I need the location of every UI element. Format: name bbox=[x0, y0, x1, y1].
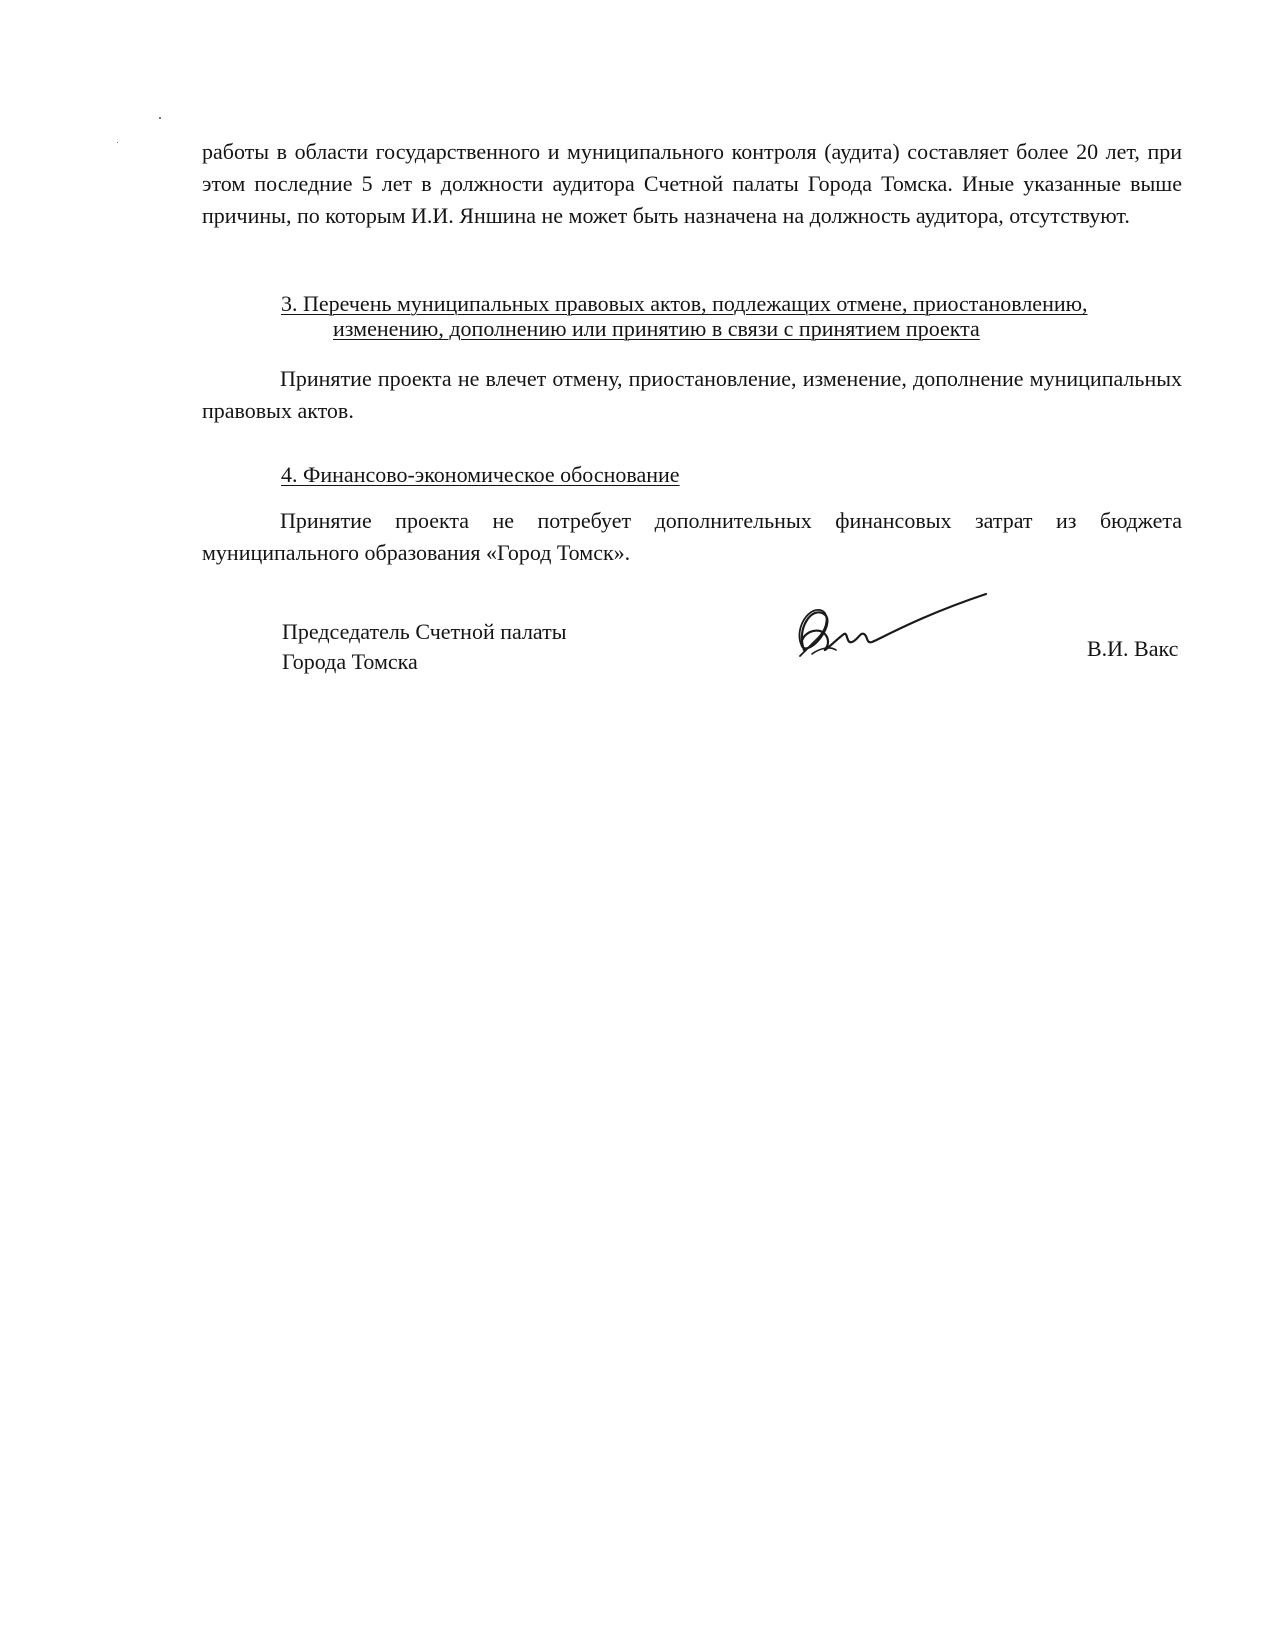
scan-speck bbox=[117, 142, 118, 143]
paragraph-legal-acts: Принятие проекта не влечет отмену, приостановление, изменение, дополнение муниципальных правовых актов. bbox=[202, 366, 1182, 423]
signatory-title-line-1: Председатель Счетной палаты bbox=[282, 619, 567, 644]
handwritten-signature bbox=[790, 588, 990, 678]
signatory-title-line-2: Города Томска bbox=[282, 649, 418, 674]
paragraph-auditor-experience: работы в области государственного и муниципального контроля (аудита) составляет более 20 лет, при этом последние 5 лет в должности аудитора Счетной палаты Города Томска. Иные указанные выше причины, по которым И.И. Яншина не может быть назначена на должность аудитора, отсутствуют. bbox=[202, 139, 1182, 228]
paragraph-financial: Принятие проекта не потребует дополнительных финансовых затрат из бюджета муниципального образования «Город Томск». bbox=[202, 508, 1182, 565]
scan-speck bbox=[159, 117, 161, 119]
section-3-heading-line-2: изменению, дополнению или принятию в связи с принятием проекта bbox=[333, 316, 980, 341]
section-4-heading: 4. Финансово-экономическое обоснование bbox=[281, 462, 680, 487]
section-3-heading-line-1: 3. Перечень муниципальных правовых актов, подлежащих отмене, приостановлению, bbox=[281, 291, 1088, 316]
signatory-title bbox=[282, 617, 567, 677]
signatory-name: В.И. Вакс bbox=[1087, 636, 1179, 661]
